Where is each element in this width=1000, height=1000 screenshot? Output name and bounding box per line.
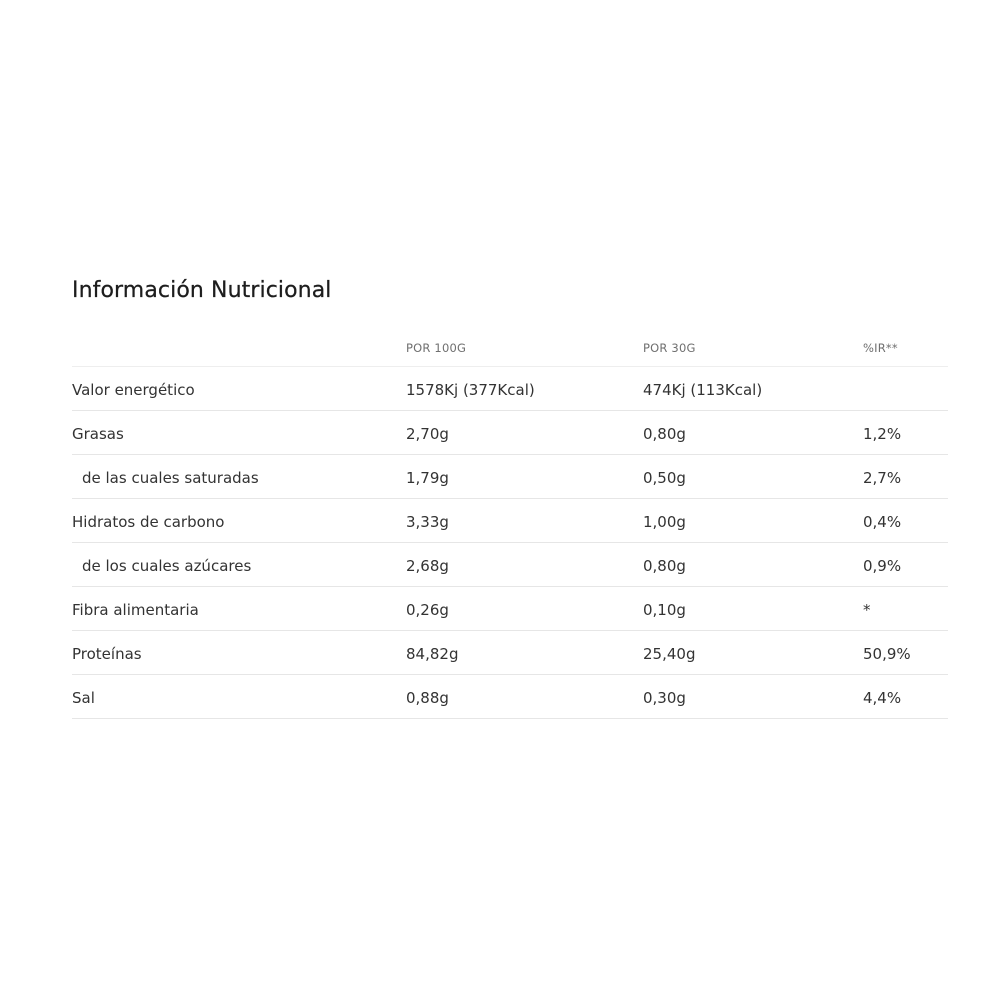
row-per-100g: 84,82g xyxy=(406,644,459,663)
table-row xyxy=(72,587,948,631)
row-per-100g: 0,88g xyxy=(406,688,449,707)
row-label: Proteínas xyxy=(72,644,142,663)
row-per-30g: 25,40g xyxy=(643,644,696,663)
row-ir: 0,4% xyxy=(863,512,902,531)
table-row xyxy=(72,631,948,675)
row-label: de los cuales azúcares xyxy=(82,556,252,575)
table-header-row xyxy=(72,329,948,367)
row-label: Valor energético xyxy=(72,380,195,399)
row-label: Hidratos de carbono xyxy=(72,512,225,531)
row-per-30g: 474Kj (113Kcal) xyxy=(643,380,763,399)
table-row xyxy=(72,543,948,587)
row-per-30g: 0,10g xyxy=(643,600,686,619)
page-title: Información Nutricional xyxy=(72,278,332,303)
row-ir: 50,9% xyxy=(863,644,911,663)
table-row xyxy=(72,675,948,719)
row-ir: 1,2% xyxy=(863,424,902,443)
row-per-30g: 0,80g xyxy=(643,556,686,575)
row-label: Grasas xyxy=(72,424,124,443)
row-per-30g: 0,30g xyxy=(643,688,686,707)
row-ir: 0,9% xyxy=(863,556,902,575)
row-per-100g: 2,68g xyxy=(406,556,449,575)
row-label: Sal xyxy=(72,688,95,707)
row-per-100g: 3,33g xyxy=(406,512,449,531)
row-ir xyxy=(863,388,948,390)
table-row xyxy=(72,411,948,455)
row-per-100g: 1578Kj (377Kcal) xyxy=(406,380,535,399)
header-per-30g: POR 30G xyxy=(643,340,696,355)
row-per-30g: 0,50g xyxy=(643,468,686,487)
row-per-30g: 0,80g xyxy=(643,424,686,443)
row-ir: 2,7% xyxy=(863,468,902,487)
row-ir: * xyxy=(863,600,871,619)
header-per-100g: POR 100G xyxy=(406,340,467,355)
row-ir: 4,4% xyxy=(863,688,902,707)
table-row xyxy=(72,499,948,543)
row-per-100g: 2,70g xyxy=(406,424,449,443)
row-per-100g: 1,79g xyxy=(406,468,449,487)
row-label: Fibra alimentaria xyxy=(72,600,199,619)
header-ir: %IR** xyxy=(863,340,898,355)
row-label: de las cuales saturadas xyxy=(82,468,259,487)
table-row xyxy=(72,455,948,499)
row-per-30g: 1,00g xyxy=(643,512,686,531)
table-row xyxy=(72,367,948,411)
row-per-100g: 0,26g xyxy=(406,600,449,619)
nutrition-table xyxy=(72,329,948,719)
